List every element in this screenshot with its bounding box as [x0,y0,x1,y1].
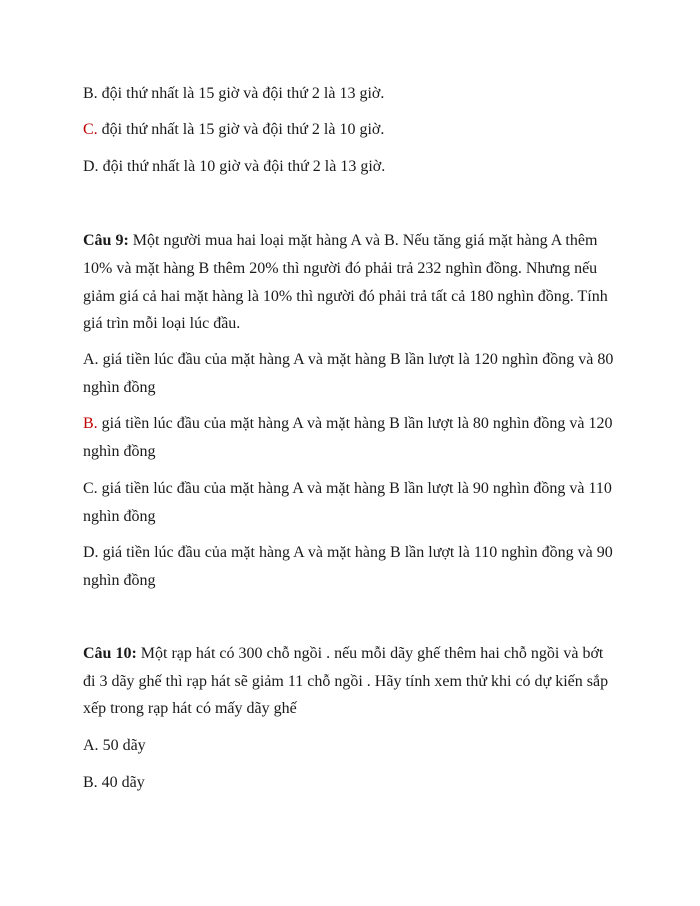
option-text: đội thứ nhất là 15 giờ và đội thứ 2 là 10 giờ. [97,121,385,138]
option-letter-correct: B. [83,415,98,432]
q9-option-a [83,350,613,370]
option-text: 50 dãy [98,737,146,754]
option-text: giá tiền lúc đầu của mặt hàng A và mặt hàng B lần lượt là 90 nghìn đồng và 110 [97,480,612,497]
option-text: giá tiền lúc đầu của mặt hàng A và mặt hàng B lần lượt là 120 nghìn đồng và 80 [98,351,614,368]
option-text: đội thứ nhất là 10 giờ và đội thứ 2 là 13 giờ. [98,158,386,175]
q9-stem-line-3: giảm giá cả hai mặt hàng là 10% thì người đó phải trả tất cả 180 nghìn đồng. Tính [83,288,608,305]
option-text: 40 dãy [97,774,145,791]
option-letter: A. [83,737,99,754]
q9-stem-line-1 [83,231,597,251]
q10-stem-line-3: xếp trong rạp hát có mấy dãy ghế [83,700,297,717]
question-label: Câu 10: [83,645,137,662]
option-letter-correct: C. [83,121,98,138]
option-letter: D. [83,544,99,561]
q9-option-b-cont: nghìn đồng [83,443,156,460]
q10-stem-line-2: đi 3 dãy ghế thì rạp hát sẽ giảm 11 chỗ ngồi . Hãy tính xem thử khi có dự kiến sắp [83,673,609,690]
question-text: Một rạp hát có 300 chỗ ngồi . nếu mỗi dãy ghế thêm hai chỗ ngồi và bớt [136,645,604,662]
prev-option-c [83,120,384,140]
option-letter: B. [83,85,98,102]
q9-stem-line-4: giá trìn mỗi loại lúc đầu. [83,315,241,332]
q9-option-d [83,543,613,563]
option-letter: D. [83,158,99,175]
q9-stem-line-2: 10% và mặt hàng B thêm 20% thì người đó phải trả 232 nghìn đồng. Nhưng nếu [83,260,598,277]
option-letter: A. [83,351,99,368]
q9-option-c [83,479,612,499]
option-text: đội thứ nhất là 15 giờ và đội thứ 2 là 13 giờ. [97,85,385,102]
q9-option-b [83,414,612,434]
q9-option-d-cont: nghìn đồng [83,572,156,589]
question-label: Câu 9: [83,232,129,249]
q9-option-c-cont: nghìn đồng [83,508,156,525]
option-letter: B. [83,774,98,791]
q9-option-a-cont: nghìn đồng [83,379,156,396]
q10-option-b [83,773,145,793]
q10-stem-line-1 [83,644,603,664]
option-letter: C. [83,480,98,497]
question-text: Một người mua hai loại mặt hàng A và B. Nếu tăng giá mặt hàng A thêm [128,232,598,249]
prev-option-d [83,157,385,177]
option-text: giá tiền lúc đầu của mặt hàng A và mặt hàng B lần lượt là 110 nghìn đồng và 90 [98,544,613,561]
q10-option-a [83,736,146,756]
option-text: giá tiền lúc đầu của mặt hàng A và mặt hàng B lần lượt là 80 nghìn đồng và 120 [97,415,613,432]
prev-option-b [83,84,384,104]
